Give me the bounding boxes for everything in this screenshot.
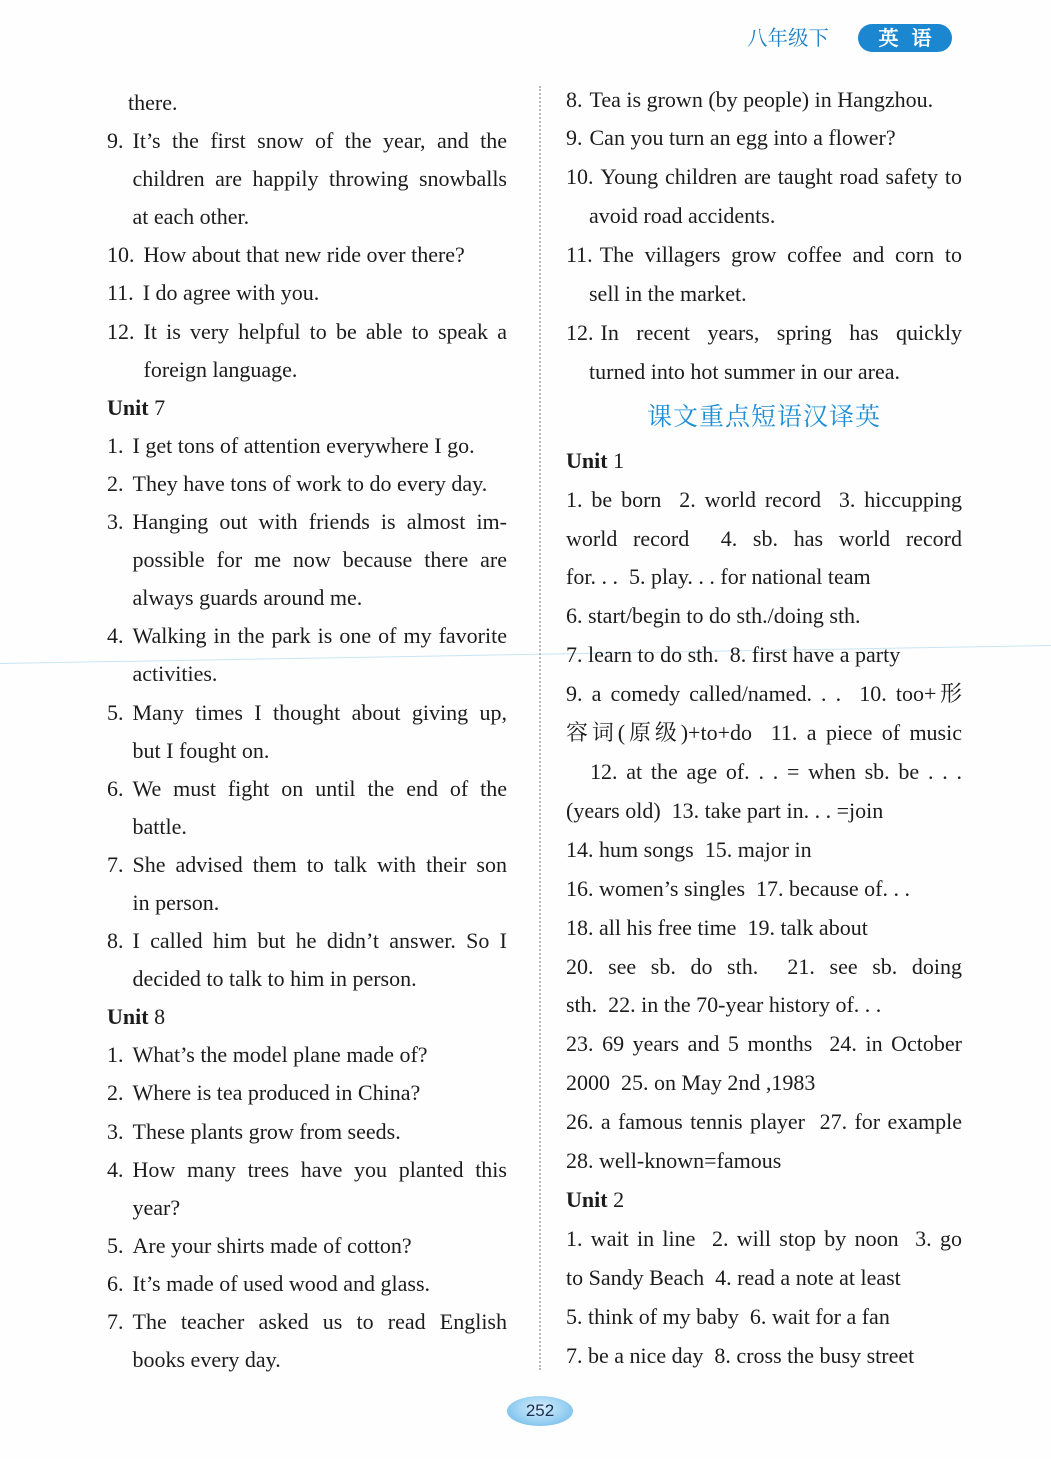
- answer-text: [133, 1113, 508, 1151]
- text-line: What’s the model plane made of?: [132, 1042, 428, 1068]
- unit-number: 8: [154, 1004, 166, 1030]
- phrase-list: [566, 481, 962, 1181]
- text-line: foreign language.: [143, 356, 298, 382]
- answer-item: [566, 314, 962, 392]
- text-line: We must fight on until the end of the: [132, 775, 507, 801]
- answer-text: [133, 465, 508, 503]
- answer-text: [144, 313, 508, 389]
- unit-label: Unit: [566, 1186, 608, 1212]
- text-line: books every day.: [132, 1347, 281, 1373]
- answer-text: [133, 1151, 508, 1227]
- text-line: always guards around me.: [132, 585, 363, 611]
- phrase-line: 9. a comedy called/named. . . 10. too+形: [566, 681, 962, 707]
- unit-label: Unit: [107, 394, 149, 420]
- text-line: They have tons of work to do every day.: [132, 470, 488, 496]
- phrase-line: 14. hum songs 15. major in: [566, 836, 812, 862]
- answer-text: [133, 427, 508, 465]
- text-line: Where is tea produced in China?: [132, 1080, 421, 1106]
- text-line: How about that new ride over there?: [143, 242, 465, 268]
- answer-text: [133, 1036, 508, 1074]
- item-number: 6.: [107, 775, 124, 801]
- answer-item: [107, 770, 507, 846]
- item-number: 10.: [107, 242, 135, 268]
- text-line: [566, 158, 962, 197]
- line-text: Tea is grown (by people) in Hangzhou.: [589, 86, 934, 112]
- item-number: 7.: [107, 851, 124, 877]
- item-number: 3.: [107, 509, 124, 535]
- answer-text: [107, 84, 507, 122]
- text-line: [566, 275, 962, 314]
- item-number: 1.: [107, 432, 124, 458]
- text-line: Many times I thought about giving up,: [132, 699, 507, 725]
- answer-text: [133, 1074, 508, 1112]
- text-line: I do agree with you.: [142, 280, 320, 306]
- text-line: activities.: [132, 661, 218, 687]
- phrase-line: world record 4. sb. has world record: [566, 525, 962, 551]
- item-number: 5.: [107, 699, 124, 725]
- continued-answer: [107, 84, 507, 122]
- item-number: 3.: [107, 1118, 124, 1144]
- text-line: battle.: [132, 813, 187, 839]
- answer-item: [107, 1303, 507, 1379]
- line-text: The villagers grow coffee and corn to: [599, 242, 962, 268]
- item-number: 2.: [107, 1080, 124, 1106]
- phrase-line: 16. women’s singles 17. because of. . .: [566, 875, 910, 901]
- line-text: Can you turn an egg into a flower?: [589, 125, 896, 151]
- text-line: but I fought on.: [132, 737, 270, 763]
- column-divider: [539, 86, 541, 1370]
- text-line: I called him but he didn’t answer. So I: [132, 928, 507, 954]
- answer-text: [144, 236, 508, 274]
- text-line: [566, 119, 962, 158]
- text-line: These plants grow from seeds.: [132, 1118, 401, 1144]
- text-line: It’s the first snow of the year, and the: [132, 128, 507, 154]
- answer-item: [107, 1227, 507, 1265]
- answer-item: [107, 503, 507, 617]
- unit-number: 7: [154, 394, 166, 420]
- answer-item: [107, 313, 507, 389]
- text-line: [566, 81, 962, 120]
- item-number: 12.: [566, 319, 594, 345]
- item-number: 10.: [566, 164, 594, 190]
- answer-text: [133, 694, 508, 770]
- text-line: children are happily throwing snowballs: [132, 166, 507, 192]
- answer-item: [566, 236, 962, 314]
- unit-number: 2: [613, 1186, 625, 1212]
- phrase-line: for. . . 5. play. . . for national team: [566, 564, 871, 590]
- phrase-line: 5. think of my baby 6. wait for a fan: [566, 1303, 890, 1329]
- text-line: Are your shirts made of cotton?: [132, 1232, 412, 1258]
- text-line: [566, 314, 962, 353]
- text-line: [566, 353, 962, 392]
- text-line: [566, 197, 962, 236]
- phrase-line: sth. 22. in the 70-year history of. . .: [566, 992, 882, 1018]
- phrase-line: 28. well-known=famous: [566, 1148, 782, 1174]
- item-number: 1.: [107, 1042, 124, 1068]
- phrase-line: 7. learn to do sth. 8. first have a party: [566, 642, 901, 668]
- answer-text: [133, 122, 508, 236]
- answer-item: [107, 122, 507, 236]
- page-number: 252: [507, 1396, 573, 1426]
- subject-badge: 英 语: [858, 24, 952, 52]
- answer-item: [107, 427, 507, 465]
- phrase-line: 26. a famous tennis player 27. for example: [566, 1109, 962, 1135]
- line-text: avoid road accidents.: [589, 203, 776, 229]
- item-number: 5.: [107, 1232, 124, 1258]
- item-number: 8.: [566, 86, 583, 112]
- right-column: [566, 81, 962, 1376]
- answer-item: [107, 1036, 507, 1074]
- answer-text: [133, 617, 508, 693]
- unit-label: Unit: [566, 447, 608, 473]
- text-line: How many trees have you planted this: [132, 1156, 507, 1182]
- phrase-line: to Sandy Beach 4. read a note at least: [566, 1264, 901, 1290]
- unit-label: Unit: [107, 1004, 149, 1030]
- phrase-line: 23. 69 years and 5 months 24. in October: [566, 1031, 962, 1057]
- text-line: in person.: [132, 889, 220, 915]
- answer-item: [566, 158, 962, 236]
- answer-item: [107, 274, 507, 312]
- phrase-line: (years old) 13. take part in. . . =join: [566, 797, 884, 823]
- text-line: [566, 236, 962, 275]
- answer-item: [107, 1151, 507, 1227]
- phrase-line: 1. be born 2. world record 3. hiccupping: [566, 486, 962, 512]
- item-number: 2.: [107, 470, 124, 496]
- phrase-line: 12. at the age of. . . = when sb. be . . .: [590, 759, 962, 784]
- text-line: It is very helpful to be able to speak a: [143, 318, 507, 344]
- text-line: Hanging out with friends is almost im-: [132, 509, 507, 535]
- text-line: year?: [132, 1194, 181, 1220]
- answer-item: [107, 1113, 507, 1151]
- answer-item: [566, 119, 962, 158]
- item-number: 11.: [566, 242, 593, 268]
- phrase-list: [566, 1220, 962, 1376]
- text-line: there.: [128, 90, 178, 115]
- line-text: Young children are taught road safety to: [600, 164, 962, 190]
- text-line: It’s made of used wood and glass.: [132, 1270, 431, 1296]
- answer-text: [133, 1227, 508, 1265]
- item-number: 12.: [107, 318, 135, 344]
- answer-text: [133, 846, 508, 922]
- text-line: decided to talk to him in person.: [132, 966, 417, 992]
- answer-item: [107, 922, 507, 998]
- item-number: 6.: [107, 1270, 124, 1296]
- answer-text: [133, 503, 508, 617]
- answer-item: [566, 81, 962, 120]
- phrase-line: 20. see sb. do sth. 21. see sb. doing: [566, 953, 962, 979]
- item-number: 4.: [107, 623, 124, 649]
- section-title: 课文重点短语汉译英: [646, 401, 881, 431]
- text-line: at each other.: [132, 204, 250, 230]
- answer-item: [107, 1074, 507, 1112]
- phrase-line: 18. all his free time 19. talk about: [566, 914, 868, 940]
- item-number: 9.: [107, 128, 124, 154]
- line-text: turned into hot summer in our area.: [589, 358, 900, 384]
- phrase-line: 容词(原级)+to+do 11. a piece of music: [566, 720, 962, 746]
- item-number: 9.: [566, 125, 583, 151]
- grade-label: 八年级下: [747, 26, 829, 50]
- unit-number: 1: [613, 447, 625, 473]
- answer-text: [133, 1303, 508, 1379]
- item-number: 11.: [107, 280, 134, 306]
- line-text: In recent years, spring has quickly: [600, 319, 962, 345]
- answer-text: [133, 922, 508, 998]
- unit-heading: [566, 1181, 962, 1220]
- answer-item: [107, 846, 507, 922]
- text-line: possible for me now because there are: [132, 547, 507, 573]
- phrase-line: 7. be a nice day 8. cross the busy street: [566, 1342, 915, 1368]
- answer-item: [107, 617, 507, 693]
- text-line: I get tons of attention everywhere I go.: [132, 432, 475, 458]
- answer-text: [133, 1265, 508, 1303]
- text-line: The teacher asked us to read English: [132, 1309, 507, 1334]
- phrase-line: 6. start/begin to do sth./doing sth.: [566, 603, 861, 629]
- text-line: She advised them to talk with their son: [132, 851, 507, 877]
- answer-item: [107, 236, 507, 274]
- answer-text: [143, 274, 507, 312]
- item-number: 4.: [107, 1156, 124, 1182]
- line-text: sell in the market.: [589, 281, 747, 307]
- text-line: Walking in the park is one of my favorite: [132, 623, 507, 649]
- unit-heading: [566, 442, 962, 481]
- answer-item: [107, 465, 507, 503]
- phrase-line: 2000 25. on May 2nd ,1983: [566, 1070, 816, 1096]
- phrase-line: 1. wait in line 2. will stop by noon 3. go: [566, 1225, 962, 1251]
- item-number: 7.: [107, 1309, 124, 1334]
- answer-item: [107, 1265, 507, 1303]
- answer-item: [107, 694, 507, 770]
- answer-text: [133, 770, 508, 846]
- left-column: [107, 84, 507, 1379]
- unit-heading: [107, 389, 507, 427]
- unit-heading: [107, 998, 507, 1036]
- item-number: 8.: [107, 928, 124, 954]
